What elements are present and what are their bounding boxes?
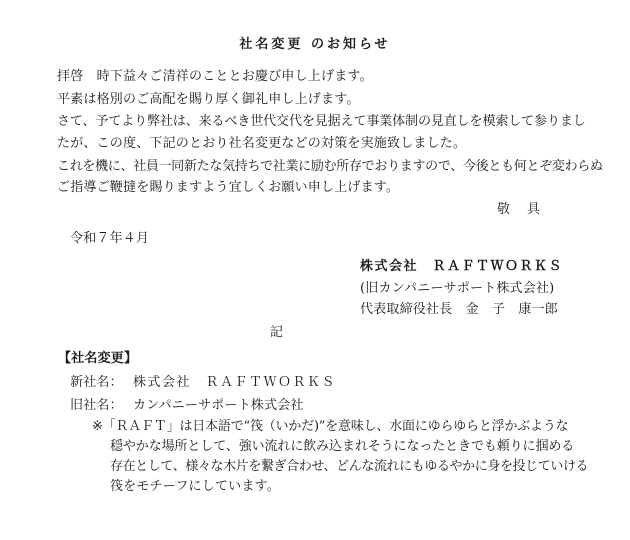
sender-former-name: (旧カンパニーサポート株式会社) bbox=[360, 281, 555, 296]
note-line: 筏をモチーフにしています。 bbox=[110, 479, 280, 494]
body-line: たが、この度、下記のとおり社名変更などの対策を実施致しました。 bbox=[57, 136, 467, 151]
date: 令和７年４月 bbox=[70, 231, 150, 246]
ki-heading: 記 bbox=[270, 325, 284, 340]
new-name: 株式会社 ＲＡＦＴＷＯＲＫＳ bbox=[133, 375, 337, 390]
closing-keigu: 敬 具 bbox=[497, 202, 543, 217]
new-name-label: 新社名： bbox=[70, 375, 123, 390]
body-line: これを機に、社員一同新たな気持ちで社業に励む所存でおりますので、今後とも何とぞ変わらぬ bbox=[57, 159, 603, 174]
sender-company: 株式会社 ＲＡＦＴＷＯＲＫＳ bbox=[360, 259, 564, 274]
old-name: カンパニーサポート株式会社 bbox=[133, 398, 304, 413]
note-line: 存在として、様々な木片を繋ぎ合わせ、どんな流れにもゆるやかに身を投じていける bbox=[110, 459, 589, 474]
note-line: 穏やかな場所として、強い流れに飲み込まれそうになったときでも頼りに掴める bbox=[110, 439, 575, 454]
body-line: 平素は格別のご高配を賜り厚く御礼申し上げます。 bbox=[57, 92, 360, 107]
old-name-label: 旧社名： bbox=[70, 398, 123, 413]
body-line: ご指導ご鞭撻を賜りますよう宜しくお願い申し上げます。 bbox=[57, 180, 400, 195]
sender-representative: 代表取締役社長 金 子 康一郎 bbox=[360, 302, 559, 317]
section-heading: 【社名変更】 bbox=[58, 351, 138, 366]
note-line: ※「ＲＡＦＴ」は日本語で“筏（いかだ)”を意味し、水面にゆらゆらと浮かぶような bbox=[92, 419, 569, 434]
body-line: 拝啓 時下益々ご清祥のこととお慶び申し上げます。 bbox=[57, 69, 373, 84]
document-title: 社名変更 のお知らせ bbox=[239, 37, 391, 52]
body-line: さて、予てより弊社は、来るべき世代交代を見据えて事業体制の見直しを模索して参りまし bbox=[57, 114, 586, 129]
